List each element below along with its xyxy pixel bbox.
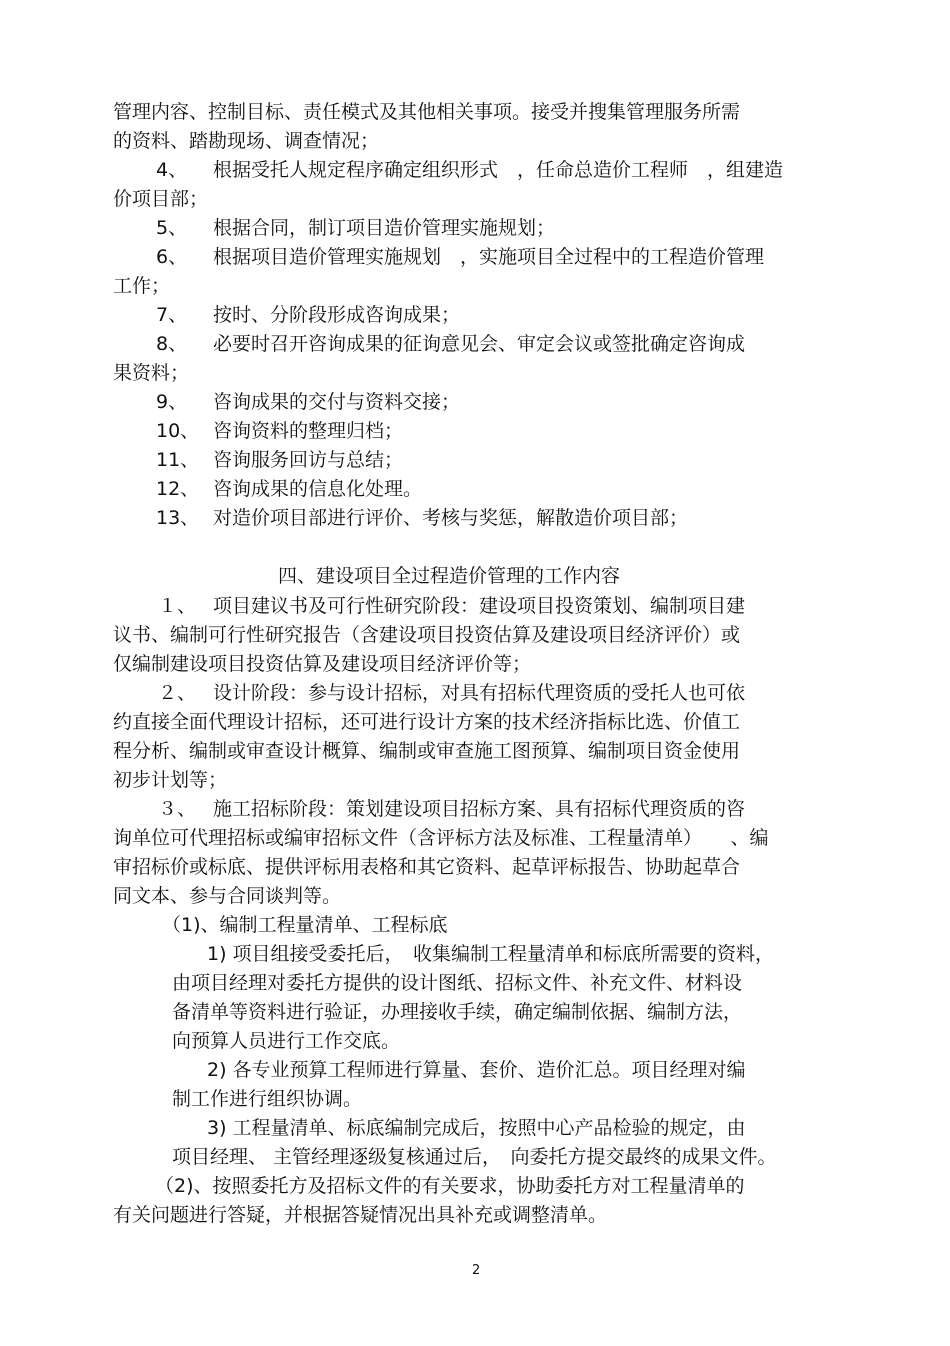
stage-text: 项目建议书及可行性研究阶段：建设项目投资策划、编制项目建 <box>213 595 746 617</box>
item-number: 10、 <box>156 420 200 442</box>
stage-text: 施工招标阶段：策划建设项目招标方案、具有招标代理资质的咨 <box>213 798 746 820</box>
item-number: 8、 <box>156 333 188 355</box>
sub-point-text: 2) 各专业预算工程师进行算量、套价、造价汇总。项目经理对编 <box>207 1059 746 1081</box>
sub-point-text: 3) 工程量清单、标底编制完成后，按照中心产品检验的规定，由 <box>207 1117 746 1139</box>
stage-text-cont: 程分析、编制或审查设计概算、编制或审查施工图预算、编制项目资金使用 <box>113 740 741 762</box>
stage-text-cont: 审招标价或标底、提供评标用表格和其它资料、起草评标报告、协助起草合 <box>113 856 741 878</box>
item-number: 7、 <box>156 304 188 326</box>
item-text: 咨询服务回访与总结； <box>213 449 404 471</box>
item-number: 13、 <box>156 507 200 529</box>
stage-text-cont: 约直接全面代理设计招标，还可进行设计方案的技术经济指标比选、价值工 <box>113 711 741 733</box>
item-text: 咨询成果的交付与资料交接； <box>213 391 461 413</box>
item-text: 根据受托人规定程序确定组织形式 ，任命总造价工程师 ，组建造 <box>213 159 784 181</box>
stage-number: ３、 <box>158 798 197 820</box>
item-text: 根据合同，制订项目造价管理实施规划； <box>213 217 556 239</box>
item-text: 根据项目造价管理实施规划 ，实施项目全过程中的工程造价管理 <box>213 246 765 268</box>
sub-point-text: 1) 项目组接受委托后， 收集编制工程量清单和标底所需要的资料， <box>207 943 775 965</box>
stage-text-cont: 仅编制建设项目投资估算及建设项目经济评价等； <box>113 653 532 675</box>
sub-point-text-cont: 项目经理、 主管经理逐级复核通过后， 向委托方提交最终的成果文件。 <box>172 1146 777 1168</box>
item-number: 11、 <box>156 449 200 471</box>
sub-point-text-cont: 由项目经理对委托方提供的设计图纸、招标文件、补充文件、材料设 <box>172 972 743 994</box>
stage-text: 设计阶段：参与设计招标，对具有招标代理资质的受托人也可依 <box>213 682 746 704</box>
subsection-2-text-cont: 有关问题进行答疑，并根据答疑情况出具补充或调整清单。 <box>113 1204 608 1226</box>
item-number: 9、 <box>156 391 188 413</box>
item-number: 4、 <box>156 159 188 181</box>
subsection-2-text: （2)、按照委托方及招标文件的有关要求，协助委托方对工程量清单的 <box>155 1175 745 1197</box>
intro-line-2: 的资料、踏勘现场、调查情况； <box>113 130 380 152</box>
item-text: 必要时召开咨询成果的征询意见会、审定会议或签批确定咨询成 <box>213 333 746 355</box>
subsection-heading: （1)、编制工程量清单、工程标底 <box>162 914 448 936</box>
item-number: 12、 <box>156 478 200 500</box>
sub-point-text-cont: 向预算人员进行工作交底。 <box>172 1030 401 1052</box>
stage-text-cont: 议书、编制可行性研究报告（含建设项目投资估算及建设项目经济评价）或 <box>113 624 741 646</box>
item-text: 咨询成果的信息化处理。 <box>213 478 423 500</box>
sub-point-text-cont: 备清单等资料进行验证，办理接收手续，确定编制依据、编制方法， <box>172 1001 743 1023</box>
intro-line-1: 管理内容、控制目标、责任模式及其他相关事项。接受并搜集管理服务所需 <box>113 101 741 123</box>
item-text: 按时、分阶段形成咨询成果； <box>213 304 461 326</box>
sub-point-text-cont: 制工作进行组织协调。 <box>172 1088 363 1110</box>
stage-number: ２、 <box>158 682 197 704</box>
item-text: 对造价项目部进行评价、考核与奖惩，解散造价项目部； <box>213 507 689 529</box>
page-number: 2 <box>472 1263 481 1278</box>
item-number: 6、 <box>156 246 188 268</box>
item-text-cont: 价项目部； <box>113 188 209 210</box>
item-text-cont: 工作； <box>113 275 171 297</box>
stage-number: １、 <box>158 595 197 617</box>
stage-text-cont: 同文本、参与合同谈判等。 <box>113 885 342 907</box>
section-heading: 四、建设项目全过程造价管理的工作内容 <box>278 565 621 587</box>
item-text: 咨询资料的整理归档； <box>213 420 404 442</box>
stage-text-cont: 初步计划等； <box>113 769 228 791</box>
stage-text-cont: 询单位可代理招标或编审招标文件（含评标方法及标准、工程量清单） 、编 <box>113 827 769 849</box>
item-text-cont: 果资料； <box>113 362 190 384</box>
item-number: 5、 <box>156 217 188 239</box>
